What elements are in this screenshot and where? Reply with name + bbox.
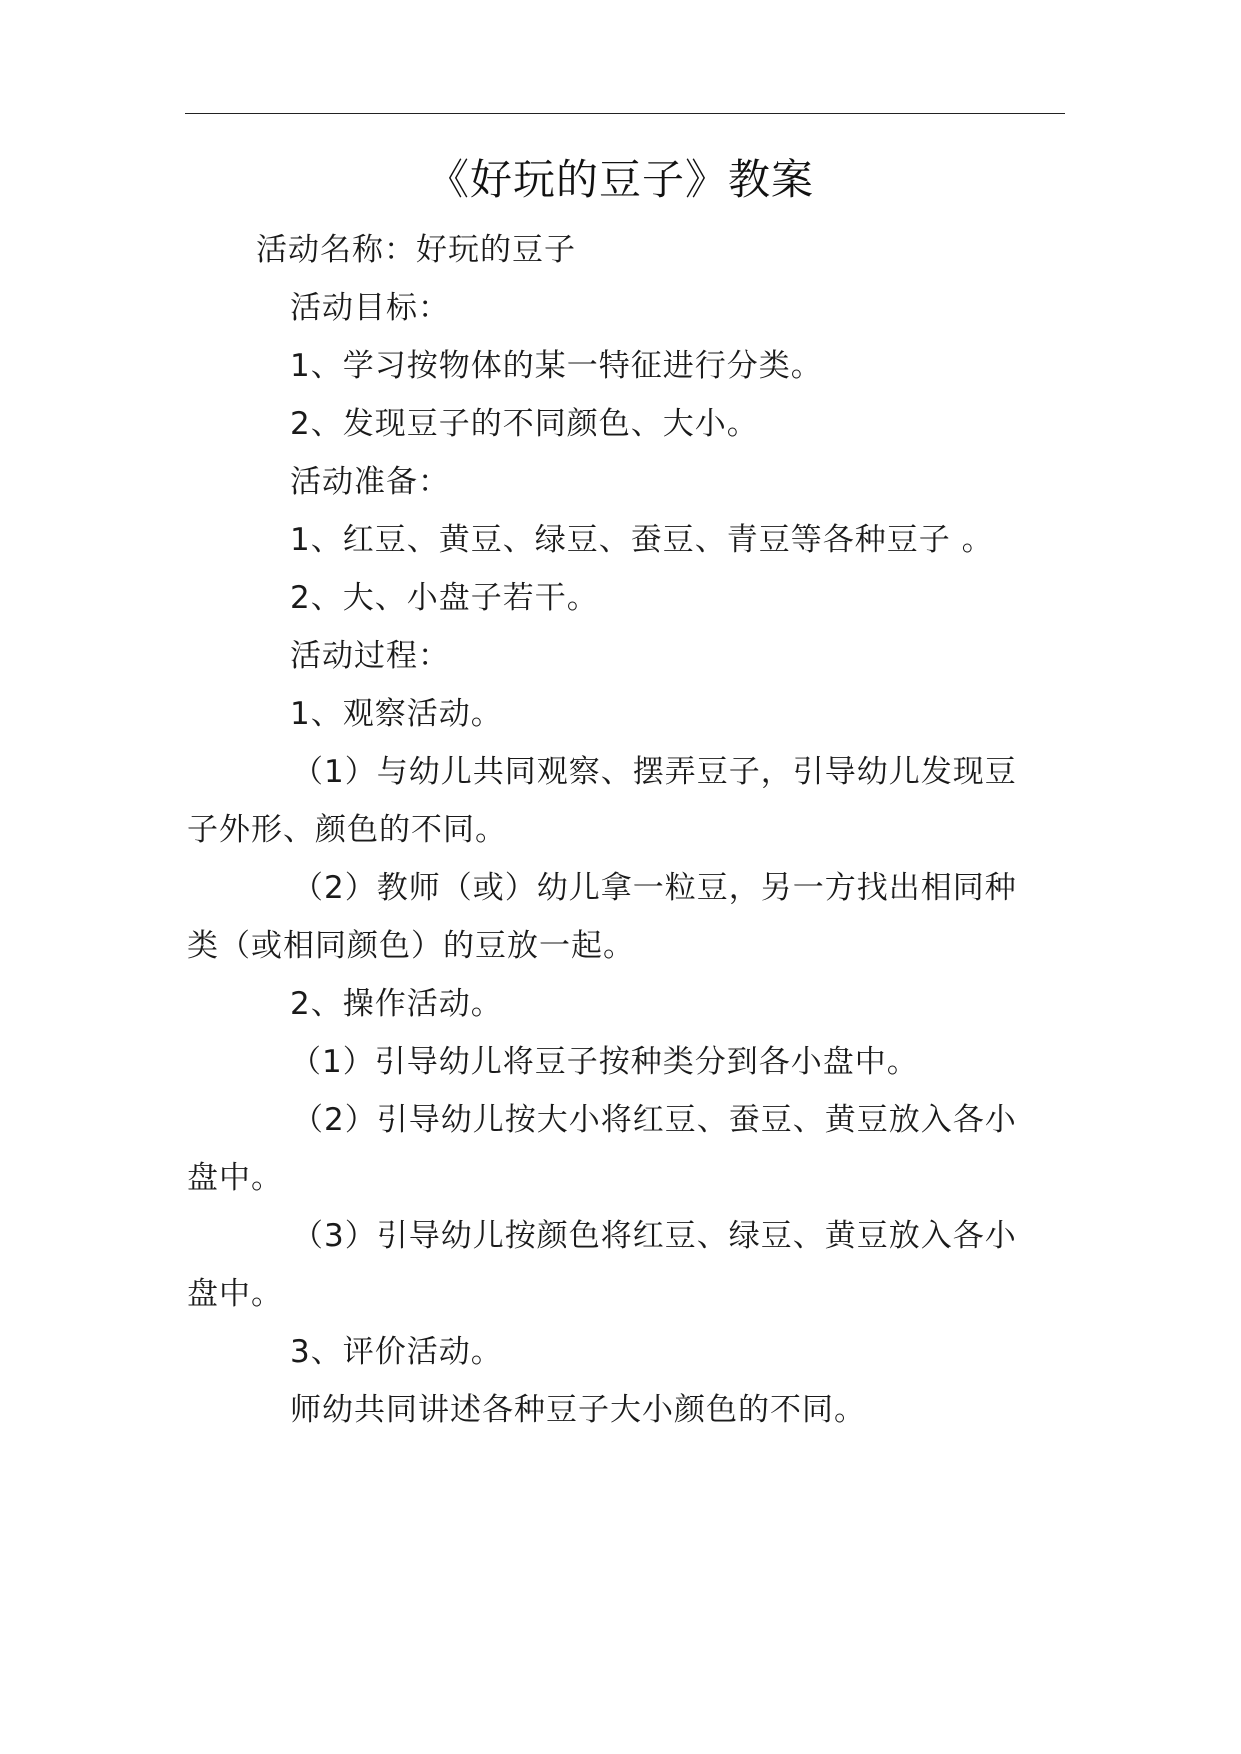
process-step-3-body: 师幼共同讲述各种豆子大小颜色的不同。 (290, 1392, 866, 1428)
activity-name-line: 活动名称：好玩的豆子 (256, 232, 576, 268)
process-step-1-sub-1-cont: 子外形、颜色的不同。 (187, 812, 507, 848)
section-heading-goals: 活动目标： (290, 290, 450, 326)
process-step-2: 2、操作活动。 (290, 986, 503, 1022)
process-step-2-sub-3-cont: 盘中。 (187, 1276, 283, 1312)
prep-item-1: 1、红豆、黄豆、绿豆、蚕豆、青豆等各种豆子 。 (290, 522, 994, 558)
prep-item-2: 2、大、小盘子若干。 (290, 580, 599, 616)
process-step-1: 1、观察活动。 (290, 696, 503, 732)
process-step-2-sub-3: （3）引导幼儿按颜色将红豆、绿豆、黄豆放入各小 (292, 1218, 1017, 1254)
goal-item-2: 2、发现豆子的不同颜色、大小。 (290, 406, 759, 442)
process-step-1-sub-2: （2）教师（或）幼儿拿一粒豆，另一方找出相同种 (292, 870, 1017, 906)
process-step-2-sub-2-cont: 盘中。 (187, 1160, 283, 1196)
process-step-1-sub-1: （1）与幼儿共同观察、摆弄豆子，引导幼儿发现豆 (292, 754, 1017, 790)
process-step-2-sub-1: （1）引导幼儿将豆子按种类分到各小盘中。 (290, 1044, 919, 1080)
header-rule (185, 113, 1065, 114)
section-heading-preparation: 活动准备： (290, 464, 450, 500)
section-heading-process: 活动过程： (290, 638, 450, 674)
goal-item-1: 1、学习按物体的某一特征进行分类。 (290, 348, 823, 384)
process-step-1-sub-2-cont: 类（或相同颜色）的豆放一起。 (187, 928, 635, 964)
process-step-2-sub-2: （2）引导幼儿按大小将红豆、蚕豆、黄豆放入各小 (292, 1102, 1017, 1138)
document-title: 《好玩的豆子》教案 (426, 155, 814, 204)
process-step-3: 3、评价活动。 (290, 1334, 503, 1370)
